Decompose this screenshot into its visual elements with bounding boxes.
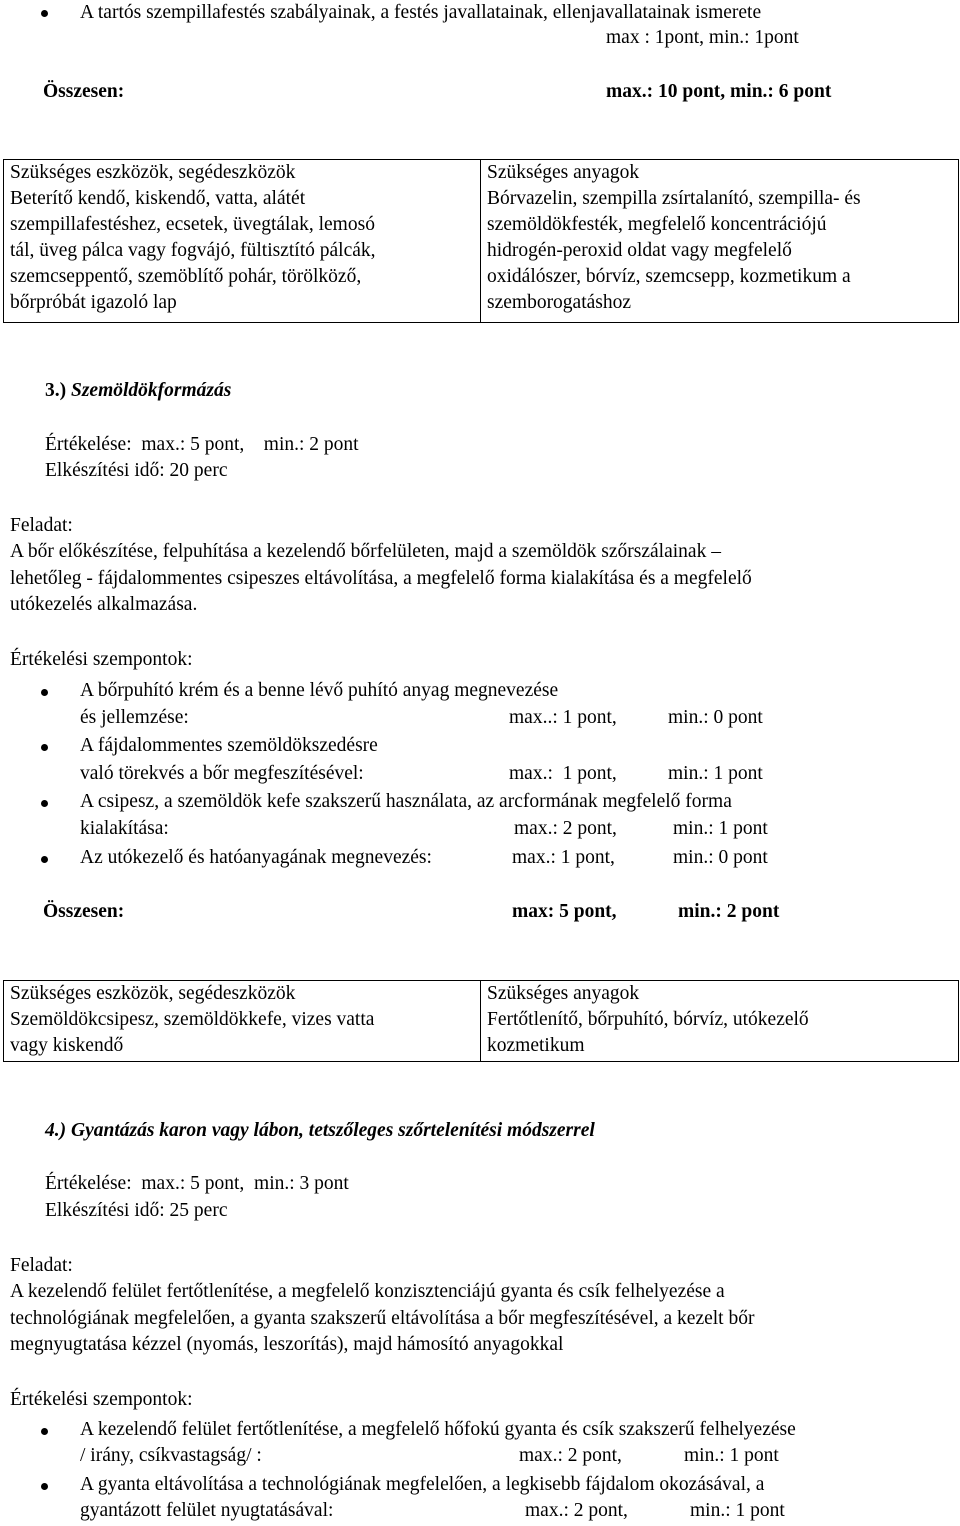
task-text bbox=[10, 539, 950, 619]
materials-line: Fertőtlenítő, bőrpuhító, bórvíz, utókezelő bbox=[487, 1009, 809, 1030]
rating-line: Értékelése: max.: 5 pont, min.: 3 pont bbox=[45, 1173, 349, 1194]
criterion-min: min.: 1 pont bbox=[690, 1500, 785, 1521]
bullet bbox=[41, 800, 48, 807]
tools-line: tál, üveg pálca vagy fogvájó, fültisztító pálcák, bbox=[10, 240, 376, 261]
rating-line: Értékelése: max.: 5 pont, min.: 2 pont bbox=[45, 434, 359, 455]
materials-line: szemborogatáshoz bbox=[487, 292, 632, 313]
criterion-text: A bőrpuhító krém és a benne lévő puhító anyag megnevezése bbox=[80, 680, 559, 701]
bullet bbox=[41, 744, 48, 751]
criterion-min: min.: 1 pont bbox=[668, 763, 763, 784]
task-label: Feladat: bbox=[10, 515, 73, 536]
criterion-points: max : 1pont, min.: 1pont bbox=[606, 27, 799, 48]
materials-line: oxidálószer, bórvíz, szemcsepp, kozmetikum a bbox=[487, 266, 851, 287]
table-row bbox=[4, 981, 959, 1062]
requirements-table bbox=[3, 980, 959, 1062]
materials-cell bbox=[481, 981, 959, 1062]
bullet bbox=[41, 1483, 48, 1490]
tools-line: szemcseppentő, szemöblítő pohár, törölköző, bbox=[10, 266, 362, 287]
task-line: A bőr előkészítése, felpuhítása a kezelendő bőrfelületen, majd a szemöldök szőrszálainak – bbox=[10, 541, 721, 562]
task-line: technológiának megfelelően, a gyanta szakszerű eltávolítása a bőr megfeszítésével, a kezelt bőr bbox=[10, 1307, 755, 1329]
criterion-max: max.: 1 pont, bbox=[512, 847, 615, 868]
criterion-max: max..: 1 pont, bbox=[509, 707, 617, 728]
section-title: Szemöldökformázás bbox=[71, 380, 232, 401]
total-points: max.: 10 pont, min.: 6 pont bbox=[606, 81, 832, 102]
task-line: A kezelendő felület fertőtlenítése, a megfelelő konzisztenciájú gyanta és csík felhelyezése a bbox=[10, 1281, 725, 1302]
tools-line: Szemöldökcsipesz, szemöldökkefe, vizes vatta bbox=[10, 1009, 375, 1030]
total-label: Összesen: bbox=[43, 901, 125, 922]
table-row bbox=[4, 160, 959, 323]
materials-cell bbox=[481, 160, 959, 323]
criterion-text: / irány, csíkvastagság/ : bbox=[80, 1445, 262, 1466]
bullet bbox=[41, 689, 48, 696]
total-max: max: 5 pont, bbox=[512, 901, 617, 922]
materials-line: hidrogén-peroxid oldat vagy megfelelő bbox=[487, 240, 792, 261]
total-label: Összesen: bbox=[43, 81, 125, 102]
time-line: Elkészítési idő: 25 perc bbox=[45, 1200, 228, 1221]
tools-line: vagy kiskendő bbox=[10, 1035, 124, 1056]
materials-header: Szükséges anyagok bbox=[487, 162, 640, 183]
criterion-text: A kezelendő felület fertőtlenítése, a megfelelő hőfokú gyanta és csík szakszerű felhelyezése bbox=[80, 1419, 796, 1440]
tools-header: Szükséges eszközök, segédeszközök bbox=[10, 983, 296, 1004]
section-heading bbox=[45, 378, 231, 404]
criterion-text: A gyanta eltávolítása a technológiának megfelelően, a legkisebb fájdalom okozásával, a bbox=[80, 1474, 765, 1495]
criterion-min: min.: 1 pont bbox=[684, 1445, 779, 1466]
tools-line: bőrpróbát igazoló lap bbox=[10, 292, 177, 313]
criterion-min: min.: 0 pont bbox=[668, 707, 763, 728]
criterion-text: és jellemzése: bbox=[80, 707, 189, 728]
criterion-text: Az utókezelő és hatóanyagának megnevezés: bbox=[80, 847, 432, 868]
tools-cell bbox=[4, 160, 481, 323]
materials-line: Bórvazelin, szempilla zsírtalanító, szempilla- és bbox=[487, 188, 861, 209]
criteria-label: Értékelési szempontok: bbox=[10, 1389, 193, 1410]
criterion-max: max.: 2 pont, bbox=[514, 818, 617, 839]
criterion-max: max.: 2 pont, bbox=[519, 1445, 622, 1466]
time-line: Elkészítési idő: 20 perc bbox=[45, 460, 228, 481]
materials-header: Szükséges anyagok bbox=[487, 983, 640, 1004]
tools-line: Beterítő kendő, kiskendő, vatta, alátét bbox=[10, 188, 306, 209]
criterion-min: min.: 0 pont bbox=[673, 847, 768, 868]
task-text bbox=[10, 1279, 950, 1359]
task-line: lehetőleg - fájdalommentes csipeszes eltávolítása, a megfelelő forma kialakítása és a megfelelő bbox=[10, 567, 752, 589]
criterion-text: gyantázott felület nyugtatásával: bbox=[80, 1500, 334, 1521]
criterion-text: A fájdalommentes szemöldökszedésre bbox=[80, 735, 378, 756]
criterion-max: max.: 2 pont, bbox=[525, 1500, 628, 1521]
bullet bbox=[41, 1428, 48, 1435]
bullet bbox=[41, 856, 48, 863]
task-line: utókezelés alkalmazása. bbox=[10, 594, 198, 615]
tools-cell bbox=[4, 981, 481, 1062]
bullet bbox=[41, 10, 48, 17]
criterion-text: A tartós szempillafestés szabályainak, a festés javallatainak, ellenjavallatainak ismerete bbox=[80, 2, 762, 23]
requirements-table bbox=[3, 159, 959, 323]
criterion-text: való törekvés a bőr megfeszítésével: bbox=[80, 763, 364, 784]
section-number: 3.) bbox=[45, 380, 67, 401]
tools-header: Szükséges eszközök, segédeszközök bbox=[10, 162, 296, 183]
materials-line: szemöldökfesték, megfelelő koncentrációjú bbox=[487, 214, 827, 235]
criterion-text: A csipesz, a szemöldök kefe szakszerű használata, az arcformának megfelelő forma bbox=[80, 791, 732, 812]
task-label: Feladat: bbox=[10, 1255, 73, 1276]
criterion-text: kialakítása: bbox=[80, 818, 169, 839]
criterion-max: max.: 1 pont, bbox=[509, 763, 617, 784]
total-min: min.: 2 pont bbox=[678, 901, 780, 922]
section-title: 4.) Gyantázás karon vagy lábon, tetszőleges szőrtelenítési módszerrel bbox=[45, 1120, 595, 1141]
tools-line: szempillafestéshez, ecsetek, üvegtálak, lemosó bbox=[10, 214, 375, 235]
criterion-min: min.: 1 pont bbox=[673, 818, 768, 839]
task-line: megnyugtatása kézzel (nyomás, leszorítás), majd hámosító anyagokkal bbox=[10, 1334, 564, 1355]
criteria-label: Értékelési szempontok: bbox=[10, 649, 193, 670]
materials-line: kozmetikum bbox=[487, 1035, 585, 1056]
